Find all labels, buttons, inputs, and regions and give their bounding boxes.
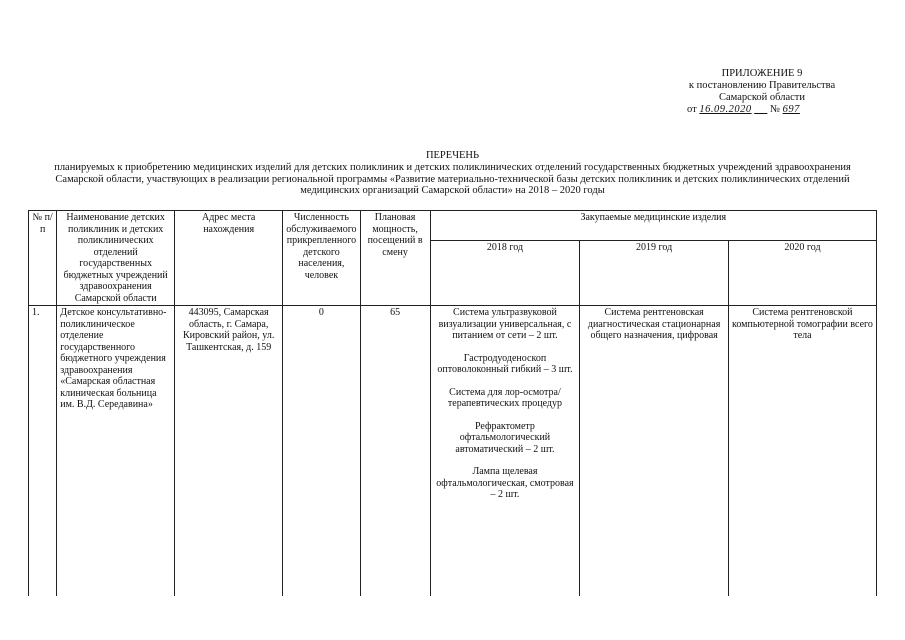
col-count-header: Численность обслуживаемого прикрепленного детского населения, человек	[283, 211, 360, 306]
list-item: Рефрактометр офтальмологический автоматический – 2 шт.	[455, 420, 555, 455]
appendix-region: Самарской области	[719, 92, 805, 103]
list-item: Система ультразвуковой визуализации универсальная, с питанием от сети – 2 шт.	[438, 307, 572, 341]
list-item: Система для лор-осмотра/терапевтических процедур	[447, 386, 562, 409]
row-power: 65	[360, 306, 430, 597]
from-label: от	[687, 104, 697, 115]
row-num: 1.	[29, 306, 57, 597]
row-count: 0	[283, 306, 360, 597]
col-name-header: Наименование детских поликлиник и детских поликлинических отделений государственных бюджетных учреждений здравоохранения Самарской области	[57, 211, 175, 306]
row-name: Детское консультативно-поликлиническое отделение государственного бюджетного учреждения здравоохранения «Самарская областная клиническая больница им. В.Д. Середавина»	[57, 306, 175, 597]
list-item: Гастродуоденоскоп оптоволоконный гибкий – 3 шт.	[437, 352, 573, 375]
col-purchased-header: Закупаемые медицинские изделия	[430, 211, 876, 241]
col-address-header: Адрес места нахождения	[175, 211, 283, 306]
number-label: №	[769, 104, 780, 115]
appendix-ref: к постановлению Правительства	[688, 80, 836, 91]
list-item: Лампа щелевая офтальмологическая, смотровая – 2 шт.	[436, 466, 574, 500]
heading-title: ПЕРЕЧЕНЬ	[425, 150, 480, 161]
col-2018-header: 2018 год	[430, 241, 580, 306]
row-2019-items: Система рентгеновская диагностическая стационарная общего назначения, цифровая	[580, 306, 729, 597]
document-heading	[30, 150, 875, 197]
number-value: 697	[782, 104, 800, 115]
col-power-header: Плановая мощность, посещений в смену	[360, 211, 430, 306]
col-num-header: № п/п	[29, 211, 57, 306]
appendix-block	[687, 68, 837, 116]
equipment-table	[28, 210, 877, 596]
row-address: 443095, Самарская область, г. Самара, Кировский район, ул. Ташкентская, д. 159	[175, 306, 283, 597]
col-2020-header: 2020 год	[728, 241, 876, 306]
heading-text: планируемых к приобретению медицинских изделий для детских поликлиник и детских поликлинических отделений государственных бюджетных учреждений здравоохранения Самарской области, участвующих в реализации региональной программы «Развитие материально-технической базы детских поликлиник и детских поликлинических отделений медицинских организаций Самарской области» на 2018 – 2020 годы	[54, 161, 851, 197]
row-2018-items	[430, 306, 580, 597]
col-2019-header: 2019 год	[580, 241, 729, 306]
table-row	[29, 306, 877, 597]
header-row	[29, 211, 877, 241]
date-value: 16.09.2020	[699, 104, 752, 115]
appendix-title: ПРИЛОЖЕНИЕ 9	[721, 68, 803, 79]
appendix-date-line	[687, 104, 837, 116]
row-2020-items: Система рентгеновской компьютерной томографии всего тела	[728, 306, 876, 597]
